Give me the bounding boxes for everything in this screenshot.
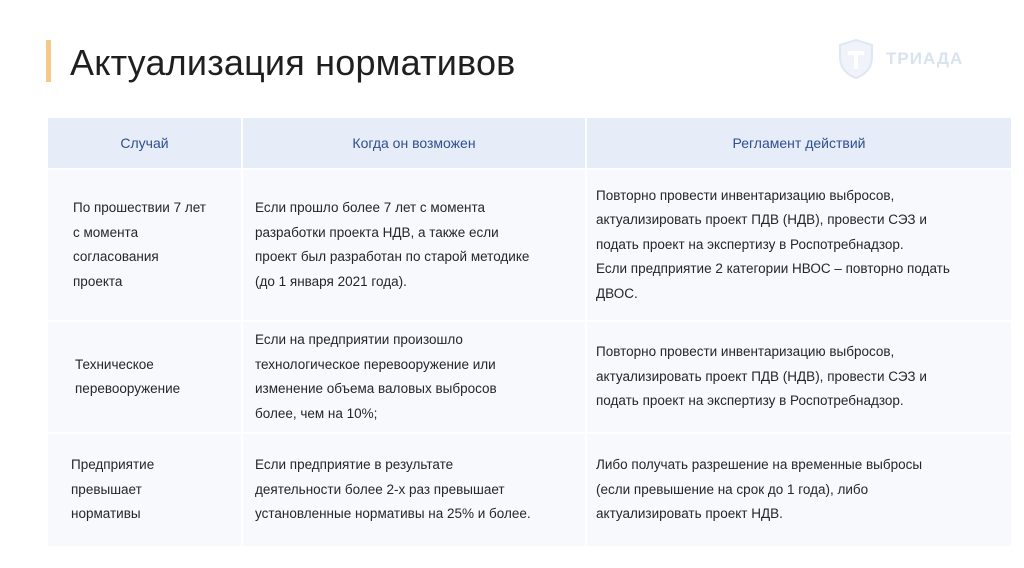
when-line: технологическое перевооружение или (255, 356, 496, 372)
regulation-line: Повторно провести инвентаризацию выбросов, (596, 187, 895, 203)
regulation-line: актуализировать проект ПДВ (НДВ), провести СЭЗ и (596, 368, 927, 384)
regulation-line: Повторно провести инвентаризацию выбросов, (596, 344, 895, 360)
regulation-line: Либо получать разрешение на временные выбросы (596, 457, 923, 473)
case-line: согласования (73, 249, 159, 264)
company-logo (834, 36, 974, 82)
regulation-line: актуализировать проект НДВ. (596, 506, 783, 522)
regulation-line: подать проект на экспертизу в Роспотребнадзор. (596, 236, 904, 252)
regulation-cell (586, 433, 1012, 547)
when-line: Если на предприятии произошло (255, 332, 463, 347)
when-line: деятельности более 2-х раз превышает (255, 481, 505, 497)
when-cell (242, 433, 586, 547)
when-cell (242, 321, 586, 433)
header-when: Когда он возможен (242, 117, 586, 169)
logo-text: ТРИАДА (886, 49, 964, 68)
case-line: проекта (73, 273, 123, 289)
case-line: Техническое (75, 356, 154, 372)
case-line: По прошествии 7 лет (73, 200, 206, 215)
header-case: Случай (47, 117, 242, 169)
table-header-row (47, 117, 1012, 169)
regulation-cell (586, 321, 1012, 433)
case-line: превышает (71, 481, 142, 497)
case-line: нормативы (71, 506, 141, 522)
table-row (47, 433, 1012, 547)
when-line: разработки проекта НДВ, а также если (255, 224, 499, 240)
title-accent-bar (46, 40, 51, 82)
case-cell (47, 433, 242, 547)
table-row (47, 321, 1012, 433)
norms-table (46, 116, 1011, 548)
when-line: (до 1 января 2021 года). (255, 273, 407, 289)
regulation-line: актуализировать проект ПДВ (НДВ), провести СЭЗ и (596, 212, 927, 228)
regulation-line: подать проект на экспертизу в Роспотребнадзор. (596, 393, 904, 409)
page-title: Актуализация нормативов (70, 42, 516, 83)
when-cell (242, 169, 586, 321)
when-line: изменение объема валовых выбросов (255, 381, 497, 396)
when-line: более, чем на 10%; (255, 405, 378, 421)
regulation-line: Если предприятие 2 категории НВОС – повторно подать (596, 261, 950, 277)
table-row (47, 169, 1012, 321)
case-line: с момента (73, 224, 139, 240)
case-line: Предприятие (71, 457, 155, 473)
regulation-cell (586, 169, 1012, 321)
when-line: Если предприятие в результате (255, 457, 454, 473)
regulation-line: (если превышение на срок до 1 года), либо (596, 481, 869, 497)
shield-logo-icon (834, 37, 878, 81)
case-cell (47, 169, 242, 321)
case-cell (47, 321, 242, 433)
regulation-line: ДВОС. (596, 285, 638, 301)
when-line: Если прошло более 7 лет с момента (255, 200, 486, 215)
when-line: проект был разработан по старой методике (255, 249, 530, 264)
header-regulation: Регламент действий (586, 117, 1012, 169)
case-line: перевооружение (75, 381, 181, 396)
when-line: установленные нормативы на 25% и более. (255, 506, 531, 522)
